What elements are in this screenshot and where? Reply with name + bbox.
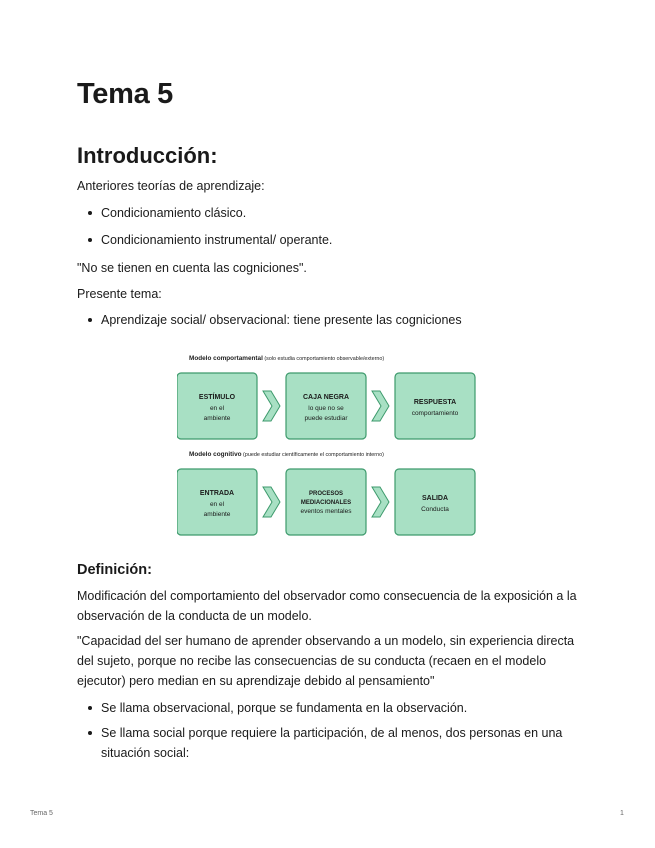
present-label: Presente tema: bbox=[77, 287, 162, 301]
page-title: Tema 5 bbox=[77, 78, 173, 110]
diagram-box-title: SALIDA bbox=[421, 495, 449, 502]
diagram-box-text: ambiente bbox=[203, 511, 231, 518]
diagram-box-text: en el bbox=[209, 405, 225, 412]
chevron-right-icon bbox=[372, 487, 389, 517]
intro-quote: "No se tienen en cuenta las cogniciones". bbox=[77, 261, 307, 275]
diagram-box-text: lo que no se bbox=[308, 405, 344, 412]
diagram-box-text: ambiente bbox=[203, 415, 231, 422]
page-number: 1 bbox=[620, 810, 624, 817]
definition-text: Modificación del comportamiento del observador como consecuencia de la exposición a la observación de la conducta de un modelo. bbox=[77, 589, 577, 623]
diagram-box bbox=[395, 373, 475, 439]
list-item: Se llama social porque requiere la participación, de al menos, dos personas en una situación social: bbox=[101, 723, 581, 763]
models-diagram bbox=[177, 350, 482, 546]
diagram-box-title: PROCESOS bbox=[308, 491, 344, 497]
list-item: Se llama observacional, porque se fundamenta en la observación. bbox=[101, 698, 581, 718]
chevron-right-icon bbox=[263, 487, 280, 517]
diagram-row-title: Modelo cognitivo (puede estudiar científicamente el comportamiento interno) bbox=[189, 451, 384, 458]
list-item: Aprendizaje social/ observacional: tiene presente las cogniciones bbox=[101, 310, 581, 330]
definition-heading: Definición: bbox=[77, 562, 152, 578]
chevron-right-icon bbox=[263, 391, 280, 421]
intro-heading: Introducción: bbox=[77, 143, 218, 168]
diagram-box-title: ENTRADA bbox=[199, 490, 235, 497]
diagram-box-text: puede estudiar bbox=[304, 415, 348, 422]
chevron-right-icon bbox=[372, 391, 389, 421]
diagram-box-text: Conducta bbox=[421, 506, 449, 513]
list-item: Condicionamiento instrumental/ operante. bbox=[101, 230, 581, 250]
definition-quote: "Capacidad del ser humano de aprender observando a un modelo, sin experiencia directa del sujeto, porque no recibe las consecuencias de su conducta (recaen en el modelo ejecutor) pero median en su aprendizaje debido al pensamiento" bbox=[77, 634, 575, 688]
diagram-box-text: en el bbox=[209, 501, 225, 508]
diagram-box bbox=[395, 469, 475, 535]
diagram-box-title: MEDIACIONALES bbox=[300, 500, 352, 506]
diagram-box-text: comportamiento bbox=[411, 410, 459, 417]
footer-title: Tema 5 bbox=[30, 810, 53, 817]
diagram-box-title: CAJA NEGRA bbox=[302, 394, 350, 401]
diagram-box-text: eventos mentales bbox=[300, 508, 352, 515]
diagram-box-title: RESPUESTA bbox=[413, 399, 457, 406]
intro-lead: Anteriores teorías de aprendizaje: bbox=[77, 179, 265, 193]
list-item: Condicionamiento clásico. bbox=[101, 203, 581, 223]
diagram-box-title: ESTÍMULO bbox=[198, 394, 236, 401]
diagram-row-title: Modelo comportamental (solo estudia comportamiento observable/externo) bbox=[189, 355, 385, 362]
